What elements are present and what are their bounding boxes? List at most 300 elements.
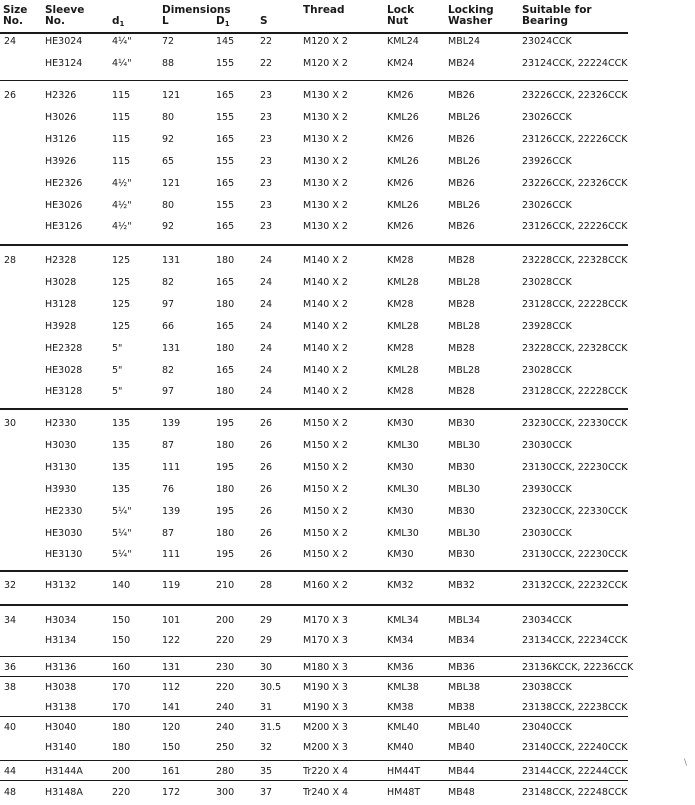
sleeve-no-cell: H3030	[45, 439, 77, 451]
sleeve-no-cell: H2328	[45, 255, 77, 266]
length-cell: 150	[162, 742, 181, 753]
outer-diameter-cell: 165	[216, 364, 235, 376]
lock-nut-cell: KM28	[387, 342, 414, 354]
locking-washer-cell: MB26	[448, 90, 475, 101]
sleeve-no-cell: HE3030	[45, 527, 83, 539]
d1-cell: 5"	[112, 364, 123, 376]
suitable-bearing-cell: 23128CCK, 22228CCK	[522, 386, 628, 398]
suitable-bearing-cell: 23030CCK	[522, 527, 572, 539]
group-divider	[0, 716, 628, 717]
sleeve-no-cell: HE3024	[45, 36, 83, 47]
thread-cell: M140 X 2	[303, 342, 348, 354]
suitable-bearing-cell: 23228CCK, 22328CCK	[522, 342, 628, 354]
thread-cell: M130 X 2	[303, 90, 348, 101]
locking-washer-cell: MB28	[448, 342, 475, 354]
suitable-bearing-cell: 23930CCK	[522, 483, 572, 495]
s-cell: 24	[260, 386, 273, 398]
lock-nut-cell: KM26	[387, 133, 414, 145]
length-cell: 161	[162, 766, 181, 777]
d1-cell: 115	[112, 155, 131, 167]
sleeve-no-cell: HE3124	[45, 57, 83, 69]
group-divider	[0, 780, 628, 781]
s-cell: 30.5	[260, 682, 282, 693]
locking-washer-cell: MB30	[448, 418, 475, 429]
outer-diameter-cell: 180	[216, 439, 235, 451]
margin-mark: \	[684, 758, 688, 768]
d1-cell: 135	[112, 461, 131, 473]
length-cell: 80	[162, 111, 175, 123]
thread-cell: M170 X 3	[303, 635, 348, 646]
thread-cell: M140 X 2	[303, 386, 348, 398]
lock-nut-cell: KML30	[387, 439, 419, 451]
locking-washer-cell: MB28	[448, 298, 475, 310]
thread-cell: M120 X 2	[303, 57, 348, 69]
thread-cell: M150 X 2	[303, 505, 348, 517]
group-divider	[0, 80, 628, 81]
outer-diameter-cell: 165	[216, 177, 235, 189]
locking-washer-cell: MBL28	[448, 276, 481, 288]
suitable-bearing-cell: 23030CCK	[522, 439, 572, 451]
sleeve-no-cell: H3136	[45, 662, 77, 673]
lock-nut-cell: KML24	[387, 36, 419, 47]
thread-cell: M140 X 2	[303, 320, 348, 332]
length-cell: 72	[162, 36, 175, 47]
suitable-bearing-cell: 23134CCK, 22234CCK	[522, 635, 628, 646]
length-cell: 101	[162, 615, 181, 626]
outer-diameter-cell: 180	[216, 342, 235, 354]
s-cell: 24	[260, 320, 273, 332]
sleeve-no-cell: HE3028	[45, 364, 83, 376]
lock-nut-cell: KM24	[387, 57, 414, 69]
sleeve-no-cell: H3026	[45, 111, 77, 123]
outer-diameter-cell: 180	[216, 527, 235, 539]
suitable-bearing-cell: 23026CCK	[522, 199, 572, 211]
thread-cell: M130 X 2	[303, 199, 348, 211]
s-cell: 24	[260, 255, 273, 266]
d1-cell: 180	[112, 742, 131, 753]
group-divider	[0, 604, 628, 606]
s-cell: 24	[260, 342, 273, 354]
outer-diameter-cell: 180	[216, 386, 235, 398]
suitable-bearing-cell: 23130CCK, 22230CCK	[522, 461, 628, 473]
lock-nut-cell: HM44T	[387, 766, 421, 777]
thread-cell: M150 X 2	[303, 527, 348, 539]
sleeve-no-cell: HE3126	[45, 221, 83, 233]
s-cell: 26	[260, 527, 273, 539]
sleeve-no-cell: H3130	[45, 461, 77, 473]
sleeve-no-cell: H3134	[45, 635, 77, 646]
sleeve-no-cell: H3144A	[45, 766, 83, 777]
thread-cell: Tr220 X 4	[303, 766, 349, 777]
length-cell: 131	[162, 255, 181, 266]
thread-cell: M140 X 2	[303, 364, 348, 376]
thread-cell: M150 X 2	[303, 439, 348, 451]
length-cell: 111	[162, 549, 181, 561]
d1-cell: 125	[112, 255, 131, 266]
lock-nut-cell: KML30	[387, 527, 419, 539]
s-cell: 22	[260, 36, 273, 47]
thread-cell: M150 X 2	[303, 549, 348, 561]
sleeve-no-cell: HE3128	[45, 386, 83, 398]
group-divider	[0, 32, 628, 34]
lock-nut-cell: KM32	[387, 580, 414, 591]
length-cell: 139	[162, 505, 181, 517]
s-cell: 23	[260, 90, 273, 101]
d1-cell: 4½"	[112, 177, 132, 189]
sleeve-no-cell: H3926	[45, 155, 77, 167]
outer-diameter-cell: 155	[216, 57, 235, 69]
d1-cell: 170	[112, 702, 131, 713]
suitable-bearing-cell: 23040CCK	[522, 722, 572, 733]
outer-diameter-cell: 300	[216, 787, 235, 798]
locking-washer-cell: MB34	[448, 635, 475, 646]
locking-washer-cell: MB36	[448, 662, 475, 673]
header-S: S	[260, 15, 268, 27]
locking-washer-cell: MBL30	[448, 527, 481, 539]
outer-diameter-cell: 165	[216, 276, 235, 288]
locking-washer-cell: MB26	[448, 133, 475, 145]
outer-diameter-cell: 230	[216, 662, 235, 673]
d1-cell: 135	[112, 418, 131, 429]
length-cell: 97	[162, 386, 175, 398]
d1-cell: 115	[112, 111, 131, 123]
header-dimensions: Dimensions	[162, 4, 231, 16]
d1-cell: 4½"	[112, 199, 132, 211]
size-cell: 44	[4, 766, 17, 777]
outer-diameter-cell: 180	[216, 483, 235, 495]
s-cell: 23	[260, 111, 273, 123]
outer-diameter-cell: 195	[216, 461, 235, 473]
locking-washer-cell: MB38	[448, 702, 475, 713]
sleeve-no-cell: H2326	[45, 90, 77, 101]
s-cell: 26	[260, 439, 273, 451]
s-cell: 29	[260, 615, 273, 626]
lock-nut-cell: KM26	[387, 177, 414, 189]
suitable-bearing-cell: 23132CCK, 22232CCK	[522, 580, 628, 591]
suitable-bearing-cell: 23928CCK	[522, 320, 572, 332]
sleeve-no-cell: HE2326	[45, 177, 83, 189]
header-sleeve: Sleeve No.	[45, 4, 85, 27]
thread-cell: M130 X 2	[303, 177, 348, 189]
thread-cell: M170 X 3	[303, 615, 348, 626]
d1-cell: 140	[112, 580, 131, 591]
lock-nut-cell: KM28	[387, 386, 414, 398]
outer-diameter-cell: 195	[216, 505, 235, 517]
d1-cell: 200	[112, 766, 131, 777]
s-cell: 24	[260, 364, 273, 376]
sleeve-no-cell: H3034	[45, 615, 77, 626]
length-cell: 87	[162, 439, 175, 451]
suitable-bearing-cell: 23148CCK, 22248CCK	[522, 787, 628, 798]
locking-washer-cell: MB26	[448, 221, 475, 233]
header-lock-nut: Lock Nut	[387, 4, 415, 27]
locking-washer-cell: MBL38	[448, 682, 481, 693]
locking-washer-cell: MB30	[448, 505, 475, 517]
size-cell: 24	[4, 36, 17, 47]
s-cell: 35	[260, 766, 273, 777]
d1-cell: 135	[112, 439, 131, 451]
d1-cell: 4¼"	[112, 36, 132, 47]
thread-cell: M190 X 3	[303, 682, 348, 693]
s-cell: 23	[260, 177, 273, 189]
thread-cell: M130 X 2	[303, 133, 348, 145]
outer-diameter-cell: 240	[216, 702, 235, 713]
locking-washer-cell: MBL28	[448, 364, 481, 376]
s-cell: 31.5	[260, 722, 282, 733]
outer-diameter-cell: 280	[216, 766, 235, 777]
length-cell: 111	[162, 461, 181, 473]
locking-washer-cell: MBL26	[448, 111, 481, 123]
s-cell: 26	[260, 505, 273, 517]
d1-cell: 220	[112, 787, 131, 798]
suitable-bearing-cell: 23038CCK	[522, 682, 572, 693]
thread-cell: M190 X 3	[303, 702, 348, 713]
suitable-bearing-cell: 23126CCK, 22226CCK	[522, 221, 628, 233]
thread-cell: M200 X 3	[303, 742, 348, 753]
sleeve-no-cell: H3038	[45, 682, 77, 693]
d1-cell: 5¼"	[112, 505, 132, 517]
thread-cell: M180 X 3	[303, 662, 348, 673]
s-cell: 30	[260, 662, 273, 673]
lock-nut-cell: KM40	[387, 742, 414, 753]
d1-cell: 180	[112, 722, 131, 733]
suitable-bearing-cell: 23124CCK, 22224CCK	[522, 57, 628, 69]
s-cell: 29	[260, 635, 273, 646]
sleeve-no-cell: H3148A	[45, 787, 83, 798]
suitable-bearing-cell: 23226CCK, 22326CCK	[522, 90, 628, 101]
length-cell: 172	[162, 787, 181, 798]
suitable-bearing-cell: 23230CCK, 22330CCK	[522, 505, 628, 517]
d1-cell: 160	[112, 662, 131, 673]
lock-nut-cell: KM28	[387, 255, 414, 266]
s-cell: 24	[260, 298, 273, 310]
lock-nut-cell: KML28	[387, 364, 419, 376]
length-cell: 121	[162, 177, 181, 189]
d1-cell: 5¼"	[112, 527, 132, 539]
size-cell: 40	[4, 722, 17, 733]
size-cell: 30	[4, 418, 17, 429]
locking-washer-cell: MB40	[448, 742, 475, 753]
locking-washer-cell: MBL26	[448, 155, 481, 167]
header-d1: $d_1$	[112, 15, 125, 28]
thread-cell: Tr240 X 4	[303, 787, 349, 798]
thread-cell: M140 X 2	[303, 276, 348, 288]
thread-cell: M140 X 2	[303, 298, 348, 310]
outer-diameter-cell: 250	[216, 742, 235, 753]
thread-cell: M150 X 2	[303, 418, 348, 429]
locking-washer-cell: MBL28	[448, 320, 481, 332]
locking-washer-cell: MB30	[448, 549, 475, 561]
length-cell: 82	[162, 364, 175, 376]
size-cell: 48	[4, 787, 17, 798]
s-cell: 26	[260, 461, 273, 473]
outer-diameter-cell: 180	[216, 255, 235, 266]
group-divider	[0, 570, 628, 572]
d1-cell: 5"	[112, 342, 123, 354]
sleeve-no-cell: H3132	[45, 580, 77, 591]
locking-washer-cell: MB48	[448, 787, 475, 798]
group-divider	[0, 244, 628, 246]
lock-nut-cell: KM28	[387, 298, 414, 310]
locking-washer-cell: MBL40	[448, 722, 481, 733]
lock-nut-cell: KML38	[387, 682, 419, 693]
thread-cell: M160 X 2	[303, 580, 348, 591]
lock-nut-cell: KML40	[387, 722, 419, 733]
suitable-bearing-cell: 23126CCK, 22226CCK	[522, 133, 628, 145]
length-cell: 80	[162, 199, 175, 211]
s-cell: 22	[260, 57, 273, 69]
locking-washer-cell: MBL34	[448, 615, 481, 626]
outer-diameter-cell: 220	[216, 635, 235, 646]
d1-cell: 125	[112, 320, 131, 332]
lock-nut-cell: KML34	[387, 615, 419, 626]
d1-cell: 125	[112, 276, 131, 288]
length-cell: 88	[162, 57, 175, 69]
thread-cell: M120 X 2	[303, 36, 348, 47]
length-cell: 92	[162, 133, 175, 145]
header-L: L	[162, 15, 169, 27]
s-cell: 24	[260, 276, 273, 288]
group-divider	[0, 408, 628, 410]
thread-cell: M200 X 3	[303, 722, 348, 733]
outer-diameter-cell: 145	[216, 36, 235, 47]
sleeve-no-cell: H3126	[45, 133, 77, 145]
outer-diameter-cell: 155	[216, 111, 235, 123]
outer-diameter-cell: 180	[216, 298, 235, 310]
lock-nut-cell: HM48T	[387, 787, 421, 798]
locking-washer-cell: MBL24	[448, 36, 481, 47]
locking-washer-cell: MBL26	[448, 199, 481, 211]
suitable-bearing-cell: 23028CCK	[522, 364, 572, 376]
length-cell: 121	[162, 90, 181, 101]
s-cell: 23	[260, 155, 273, 167]
suitable-bearing-cell: 23140CCK, 22240CCK	[522, 742, 628, 753]
d1-cell: 150	[112, 615, 131, 626]
thread-cell: M150 X 2	[303, 461, 348, 473]
lock-nut-cell: KM34	[387, 635, 414, 646]
lock-nut-cell: KM30	[387, 505, 414, 517]
locking-washer-cell: MB32	[448, 580, 475, 591]
lock-nut-cell: KML26	[387, 111, 419, 123]
outer-diameter-cell: 200	[216, 615, 235, 626]
s-cell: 28	[260, 580, 273, 591]
locking-washer-cell: MB26	[448, 177, 475, 189]
sleeve-no-cell: H3040	[45, 722, 77, 733]
lock-nut-cell: KML30	[387, 483, 419, 495]
sleeve-no-cell: H3128	[45, 298, 77, 310]
locking-washer-cell: MB28	[448, 255, 475, 266]
lock-nut-cell: KML28	[387, 276, 419, 288]
thread-cell: M140 X 2	[303, 255, 348, 266]
outer-diameter-cell: 195	[216, 549, 235, 561]
thread-cell: M130 X 2	[303, 155, 348, 167]
suitable-bearing-cell: 23226CCK, 22326CCK	[522, 177, 628, 189]
length-cell: 66	[162, 320, 175, 332]
sleeve-no-cell: H3138	[45, 702, 77, 713]
s-cell: 23	[260, 221, 273, 233]
lock-nut-cell: KM30	[387, 418, 414, 429]
thread-cell: M130 X 2	[303, 111, 348, 123]
d1-cell: 150	[112, 635, 131, 646]
header-suitable-bearing: Suitable for Bearing	[522, 4, 592, 27]
sleeve-no-cell: H2330	[45, 418, 77, 429]
outer-diameter-cell: 240	[216, 722, 235, 733]
suitable-bearing-cell: 23128CCK, 22228CCK	[522, 298, 628, 310]
outer-diameter-cell: 220	[216, 682, 235, 693]
d1-cell: 4¼"	[112, 57, 132, 69]
suitable-bearing-cell: 23228CCK, 22328CCK	[522, 255, 628, 266]
outer-diameter-cell: 155	[216, 199, 235, 211]
suitable-bearing-cell: 23230CCK, 22330CCK	[522, 418, 628, 429]
thread-cell: M130 X 2	[303, 221, 348, 233]
length-cell: 92	[162, 221, 175, 233]
d1-cell: 4½"	[112, 221, 132, 233]
length-cell: 112	[162, 682, 181, 693]
group-divider	[0, 676, 628, 677]
length-cell: 122	[162, 635, 181, 646]
size-cell: 38	[4, 682, 17, 693]
d1-cell: 125	[112, 298, 131, 310]
group-divider	[0, 760, 628, 761]
lock-nut-cell: KM30	[387, 461, 414, 473]
suitable-bearing-cell: 23034CCK	[522, 615, 572, 626]
length-cell: 87	[162, 527, 175, 539]
s-cell: 37	[260, 787, 273, 798]
length-cell: 97	[162, 298, 175, 310]
thread-cell: M150 X 2	[303, 483, 348, 495]
lock-nut-cell: KML26	[387, 199, 419, 211]
header-size: Size No.	[3, 4, 28, 27]
lock-nut-cell: KM36	[387, 662, 414, 673]
s-cell: 23	[260, 133, 273, 145]
suitable-bearing-cell: 23136KCCK, 22236CCK	[522, 662, 634, 673]
group-divider	[0, 656, 628, 657]
locking-washer-cell: MBL30	[448, 439, 481, 451]
lock-nut-cell: KM38	[387, 702, 414, 713]
suitable-bearing-cell: 23026CCK	[522, 111, 572, 123]
lock-nut-cell: KML26	[387, 155, 419, 167]
lock-nut-cell: KML28	[387, 320, 419, 332]
s-cell: 26	[260, 549, 273, 561]
s-cell: 32	[260, 742, 273, 753]
length-cell: 131	[162, 662, 181, 673]
d1-cell: 170	[112, 682, 131, 693]
outer-diameter-cell: 195	[216, 418, 235, 429]
length-cell: 82	[162, 276, 175, 288]
size-cell: 32	[4, 580, 17, 591]
locking-washer-cell: MB28	[448, 386, 475, 398]
d1-cell: 115	[112, 90, 131, 101]
s-cell: 26	[260, 418, 273, 429]
header-D1: $D_1$	[216, 15, 230, 28]
s-cell: 26	[260, 483, 273, 495]
d1-cell: 5"	[112, 386, 123, 398]
outer-diameter-cell: 165	[216, 133, 235, 145]
sleeve-no-cell: HE2330	[45, 505, 83, 517]
length-cell: 119	[162, 580, 181, 591]
size-cell: 26	[4, 90, 17, 101]
size-cell: 34	[4, 615, 17, 626]
lock-nut-cell: KM26	[387, 90, 414, 101]
length-cell: 131	[162, 342, 181, 354]
locking-washer-cell: MB24	[448, 57, 475, 69]
suitable-bearing-cell: 23138CCK, 22238CCK	[522, 702, 628, 713]
locking-washer-cell: MBL30	[448, 483, 481, 495]
header-locking-washer: Locking Washer	[448, 4, 494, 27]
outer-diameter-cell: 155	[216, 155, 235, 167]
outer-diameter-cell: 165	[216, 320, 235, 332]
lock-nut-cell: KM26	[387, 221, 414, 233]
